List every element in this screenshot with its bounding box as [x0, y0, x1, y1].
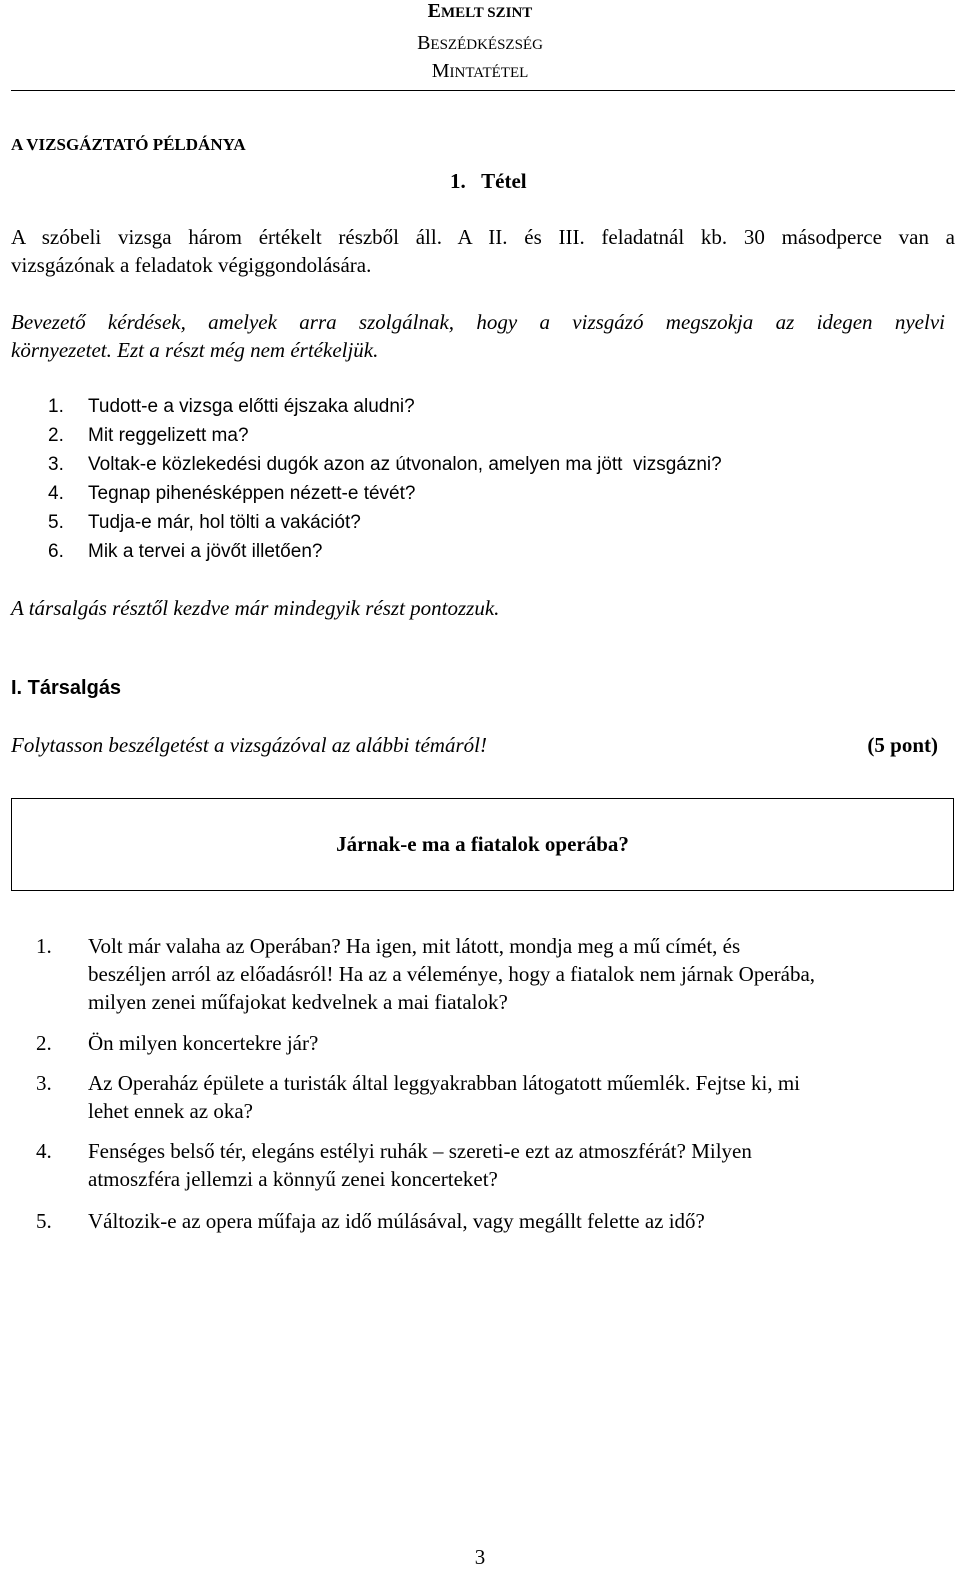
- warmup-note-line-2: környezetet. Ezt a részt még nem értékeljük.: [11, 338, 379, 362]
- topic-title: Járnak-e ma a fiatalok operába?: [336, 832, 629, 856]
- list-item: 5. Tudja-e már, hol tölti a vakációt?: [48, 512, 361, 533]
- list-item: 1. Tudott-e a vizsga előtti éjszaka aludni?: [48, 396, 415, 417]
- page-number: 3: [474, 1545, 486, 1569]
- list-item: 6. Mik a tervei a jövőt illetően?: [48, 541, 323, 562]
- warmup-questions-list: [48, 392, 722, 566]
- header-exam-level: EMELT SZINT: [427, 0, 533, 22]
- topic-box: [11, 798, 954, 891]
- part-1-title: I. Társalgás: [11, 677, 122, 699]
- topic-question-5: 5. Változik-e az opera műfaja az idő múlásával, vagy megállt felette az idő?: [36, 1209, 705, 1233]
- intro-line-2: vizsgázónak a feladatok végiggondolására.: [11, 253, 372, 277]
- list-item: 4. Tegnap pihenésképpen nézett-e tévét?: [48, 483, 416, 504]
- header-skill: BESZÉDKÉSZSÉG: [417, 32, 543, 54]
- header-sample: MINTATÉTEL: [431, 60, 529, 82]
- topic-question-2: 2. Ön milyen koncertekre jár?: [36, 1031, 319, 1055]
- intro-line-1: A szóbeli vizsga három értékelt részből áll. A II. és III. feladatnál kb. 30 másodperce van a: [11, 225, 955, 249]
- topic-question-4: 4. Fenséges belső tér, elegáns estélyi ruhák – szereti-e ezt az atmoszférát? Milyen atmoszféra jellemzi a könnyű zenei koncerteket?: [36, 1139, 752, 1191]
- topic-question-1: 1. Volt már valaha az Operában? Ha igen, mit látott, mondja meg a mű címét, és beszéljen arról az előadásról! Ha az a véleménye, hogy a fiatalok nem járnak Operába, milyen zenei műfajokat kedvelnek a mai fiatalok?: [36, 934, 816, 1014]
- part-1-instruction: Folytasson beszélgetést a vizsgázóval az alábbi témáról!: [11, 733, 487, 757]
- topic-question-3: 3. Az Operaház épülete a turisták által leggyakrabban látogatott műemlék. Fejtse ki, mi lehet ennek az oka?: [36, 1071, 801, 1123]
- header-divider: [11, 90, 955, 91]
- examiner-copy-label: A VIZSGÁZTATÓ PÉLDÁNYA: [11, 135, 246, 154]
- scoring-note: A társalgás résztől kezdve már mindegyik részt pontozzuk.: [11, 596, 500, 620]
- part-1-points: (5 pont): [867, 733, 938, 757]
- item-title: 1. Tétel: [450, 169, 527, 193]
- list-item: 2. Mit reggelizett ma?: [48, 425, 249, 446]
- list-item: 3. Voltak-e közlekedési dugók azon az útvonalon, amelyen ma jött vizsgázni?: [48, 454, 722, 475]
- warmup-note-line-1: Bevezető kérdések, amelyek arra szolgálnak, hogy a vizsgázó megszokja az idegen nyelvi: [11, 310, 945, 334]
